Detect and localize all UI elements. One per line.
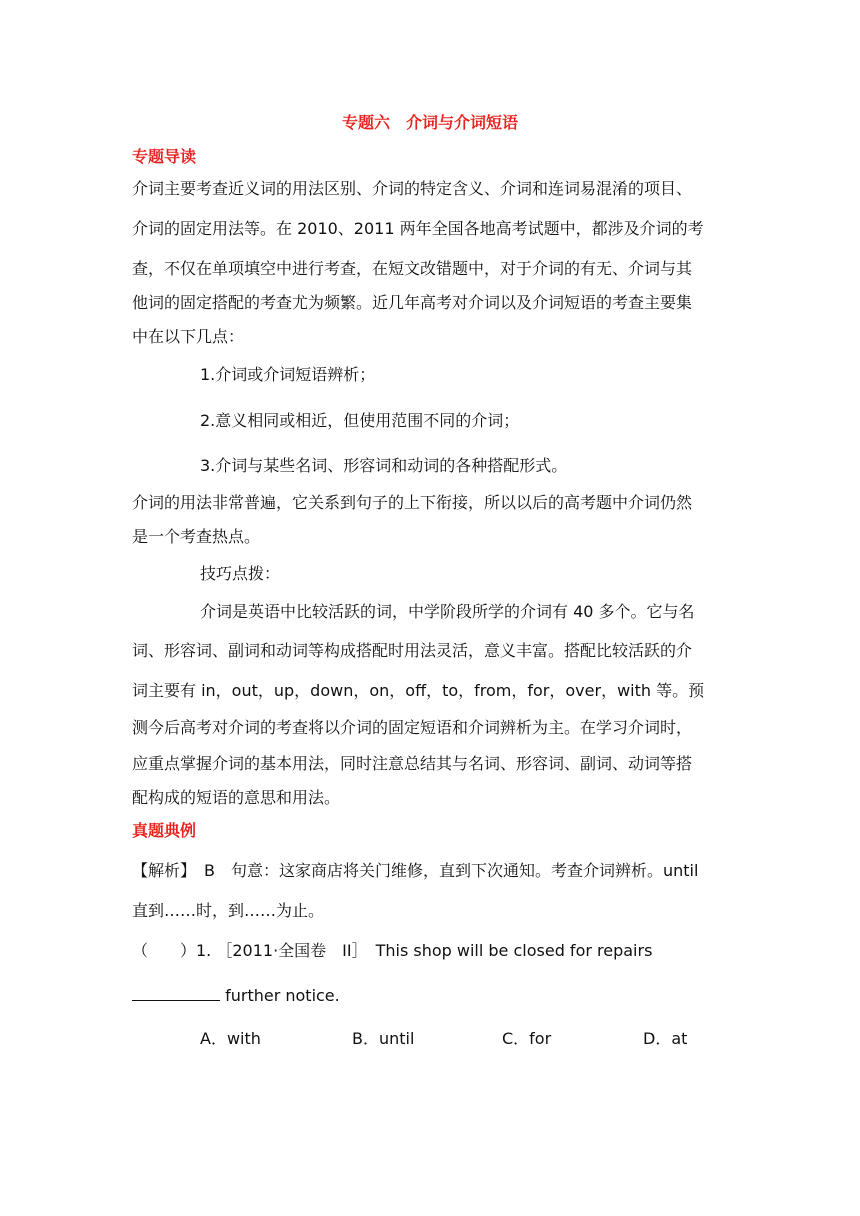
usage-line: 是一个考查热点。 xyxy=(132,527,261,546)
guide-line: 介词的固定用法等。在 2010、2011 两年全国各地高考试题中，都涉及介词的考 xyxy=(132,219,704,238)
usage-line: 介词的用法非常普遍，它关系到句子的上下衔接，所以以后的高考题中介词仍然 xyxy=(132,493,693,512)
tips-line: 应重点掌握介词的基本用法，同时注意总结其与名词、形容词、副词、动词等搭 xyxy=(132,754,693,773)
point-item: 1.介词或介词短语辨析； xyxy=(200,365,376,384)
page-title: 专题六 介词与介词短语 xyxy=(341,113,518,132)
option-c: C．for xyxy=(502,1029,552,1048)
tips-line: 词、形容词、副词和动词等构成搭配时用法灵活，意义丰富。搭配比较活跃的介 xyxy=(132,641,693,660)
guide-line: 中在以下几点： xyxy=(132,327,245,346)
section-heading-guide: 专题导读 xyxy=(132,147,197,166)
guide-line: 他词的固定搭配的考查尤为频繁。近几年高考对介词以及介词短语的考查主要集 xyxy=(132,293,693,312)
answer-blank xyxy=(132,984,220,1001)
question-stem: （ ）1. ［2011·全国卷 II］ This shop will be closed for repairs xyxy=(132,941,653,960)
tips-line: 介词是英语中比较活跃的词，中学阶段所学的介词有 40 多个。它与名 xyxy=(200,602,695,621)
point-item: 3.介词与某些名词、形容词和动词的各种搭配形式。 xyxy=(200,456,568,475)
analysis-line: 【解析】 B 句意：这家商店将关门维修，直到下次通知。考查介词辨析。until xyxy=(132,861,699,880)
tips-label: 技巧点拨： xyxy=(200,564,281,583)
question-stem-suffix: further notice. xyxy=(220,986,340,1005)
section-heading-examples: 真题典例 xyxy=(132,821,197,840)
option-b: B．until xyxy=(352,1029,415,1048)
tips-line: 词主要有 in，out，up，down，on，off，to，from，for，over，with 等。预 xyxy=(132,681,705,700)
option-d: D．at xyxy=(643,1029,688,1048)
tips-line: 配构成的短语的意思和用法。 xyxy=(132,788,341,807)
guide-line: 查，不仅在单项填空中进行考查，在短文改错题中，对于介词的有无、介词与其 xyxy=(132,259,693,278)
question-stem-continued xyxy=(132,984,732,1007)
guide-line: 介词主要考查近义词的用法区别、介词的特定含义、介词和连词易混淆的项目、 xyxy=(132,179,693,198)
tips-line: 测今后高考对介词的考查将以介词的固定短语和介词辨析为主。在学习介词时， xyxy=(132,718,693,737)
option-a: A．with xyxy=(200,1029,261,1048)
analysis-line: 直到……时，到……为止。 xyxy=(132,901,325,920)
point-item: 2.意义相同或相近，但使用范围不同的介词； xyxy=(200,411,520,430)
